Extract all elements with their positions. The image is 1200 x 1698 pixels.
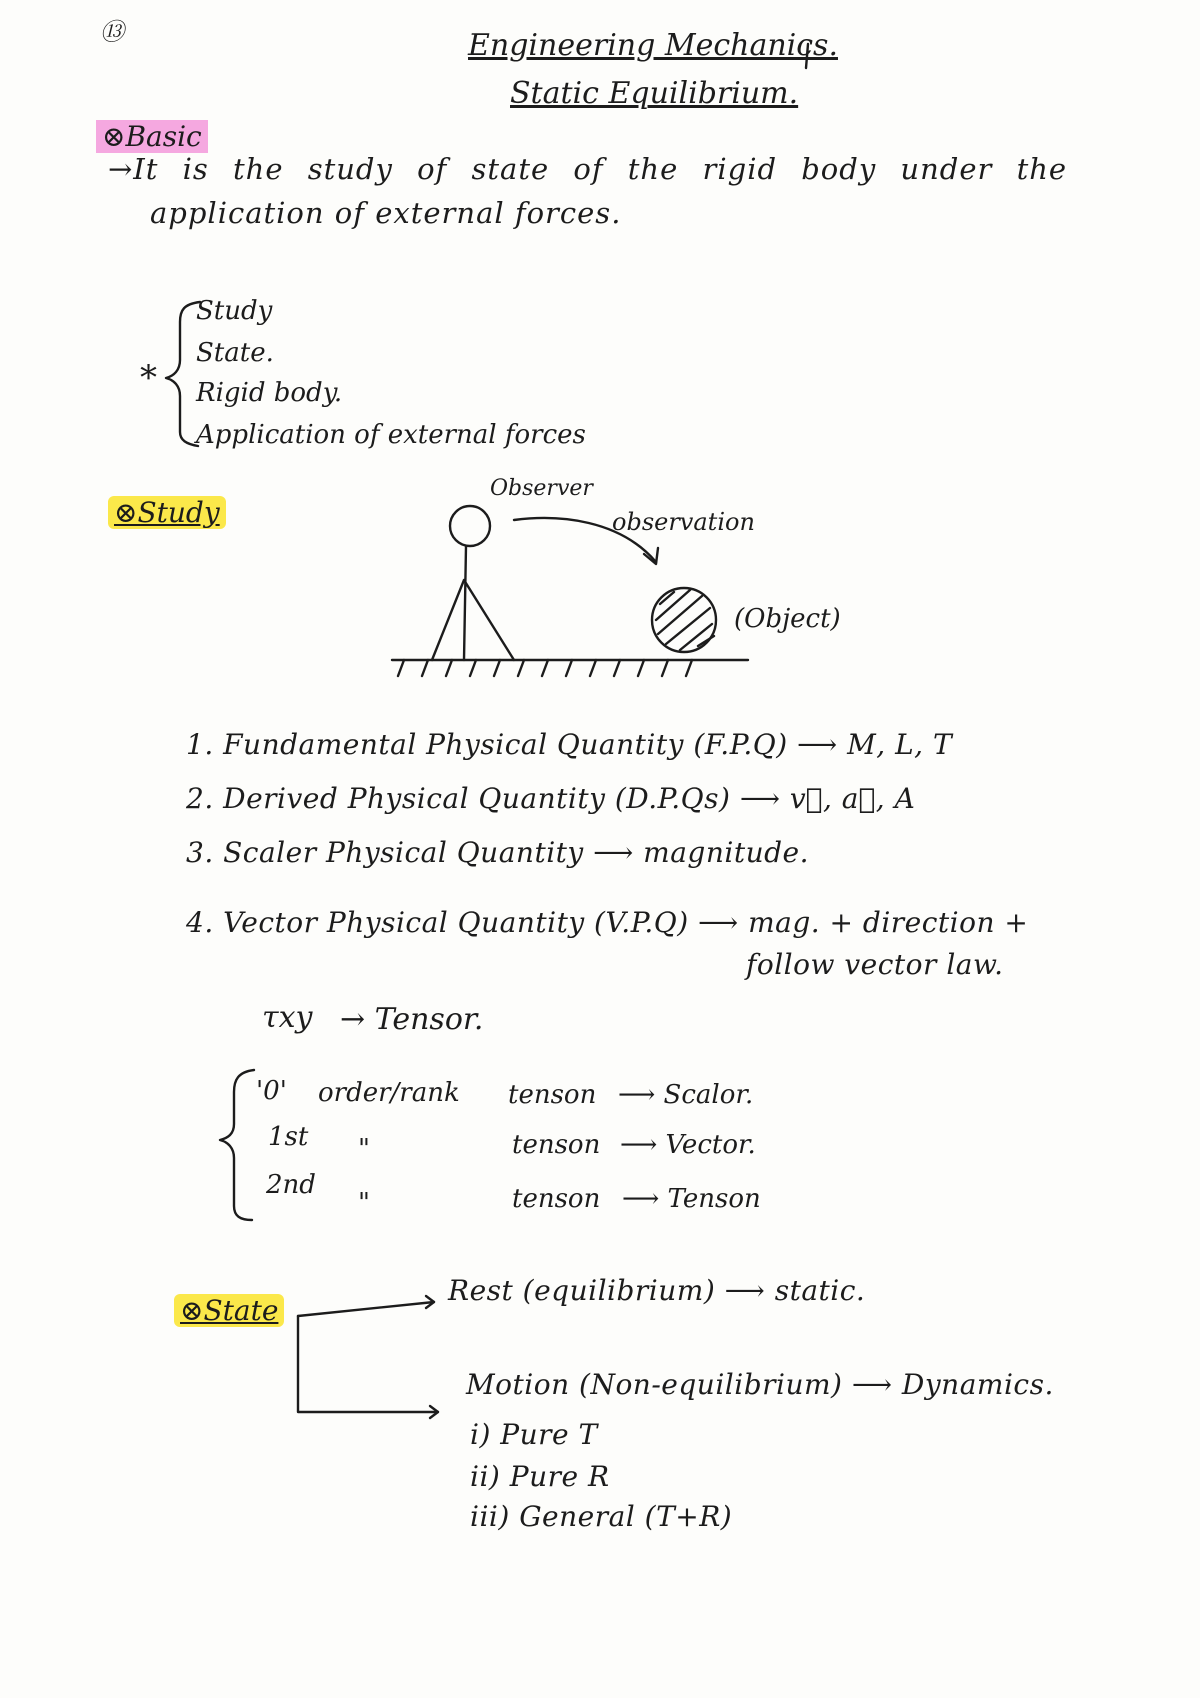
motion-type-pure-translation: i) Pure T <box>470 1418 598 1451</box>
tensor-symbol: τxy <box>262 1000 313 1035</box>
tensor-row-rank: " <box>358 1134 370 1164</box>
tensor-row-word: tenson <box>512 1184 601 1214</box>
state-heading: ⊗State <box>174 1294 284 1327</box>
tensor-row-result: ⟶ Scalor. <box>618 1080 754 1110</box>
state-rest-arrow <box>298 1302 434 1316</box>
tensor-row-rank: order/rank <box>318 1078 460 1108</box>
page-subtitle: Static Equilibrium. <box>510 76 799 111</box>
object-ball-hatch <box>656 590 714 650</box>
ground-hatching <box>398 660 692 676</box>
tensor-label: → Tensor. <box>340 1002 484 1037</box>
page-title: Engineering Mechanics. <box>468 28 838 63</box>
tensor-row-rank: " <box>358 1188 370 1218</box>
observer-legs <box>432 580 514 660</box>
keyword-study: Study <box>196 296 273 326</box>
keyword-brace <box>166 302 200 446</box>
motion-type-general: iii) General (T+R) <box>470 1500 733 1533</box>
observer-head <box>450 506 490 546</box>
tensor-row-word: tenson <box>512 1130 601 1160</box>
quantity-line-1: 1. Fundamental Physical Quantity (F.P.Q) ⟶ M, L, T <box>186 728 953 761</box>
study-heading: ⊗Study <box>108 496 226 529</box>
basic-definition-line-2: application of external forces. <box>150 196 622 230</box>
state-rest: Rest (equilibrium) ⟶ static. <box>448 1274 866 1307</box>
object-ball <box>652 588 716 652</box>
state-branch-connector <box>298 1316 438 1412</box>
tensor-row-order: 1st <box>268 1122 309 1152</box>
object-label: (Object) <box>734 604 841 634</box>
tensor-row-result: ⟶ Tenson <box>622 1184 761 1214</box>
quantity-line-3: 3. Scaler Physical Quantity ⟶ magnitude. <box>186 836 809 869</box>
quantity-line-2: 2. Derived Physical Quantity (D.P.Qs) ⟶ v⃗, a⃗, A <box>186 782 916 815</box>
keyword-rigid-body: Rigid body. <box>196 378 343 408</box>
keyword-state: State. <box>196 338 274 368</box>
tensor-brace <box>220 1070 254 1220</box>
quantity-line-5: follow vector law. <box>746 948 1004 981</box>
observation-arrow <box>514 518 656 562</box>
basic-heading: ⊗Basic <box>96 120 208 153</box>
observer-body <box>464 546 466 660</box>
title-divider-mark <box>806 44 808 68</box>
tensor-row-order: '0' <box>256 1076 287 1106</box>
tensor-row-result: ⟶ Vector. <box>620 1130 756 1160</box>
state-motion: Motion (Non-equilibrium) ⟶ Dynamics. <box>466 1368 1054 1401</box>
keyword-star: * <box>140 358 157 398</box>
quantity-line-4: 4. Vector Physical Quantity (V.P.Q) ⟶ mag. + direction + <box>186 906 1029 939</box>
motion-type-pure-rotation: ii) Pure R <box>470 1460 610 1493</box>
page-number-marker: ⑬ <box>100 18 124 46</box>
observer-label: Observer <box>490 476 593 501</box>
tensor-row-word: tenson <box>508 1080 597 1110</box>
basic-definition-line-1: →It is the study of state of the rigid body under the <box>108 152 1068 186</box>
tensor-row-order: 2nd <box>266 1170 316 1200</box>
keyword-external-forces: Application of external forces <box>196 420 586 450</box>
observation-label: observation <box>612 508 755 536</box>
